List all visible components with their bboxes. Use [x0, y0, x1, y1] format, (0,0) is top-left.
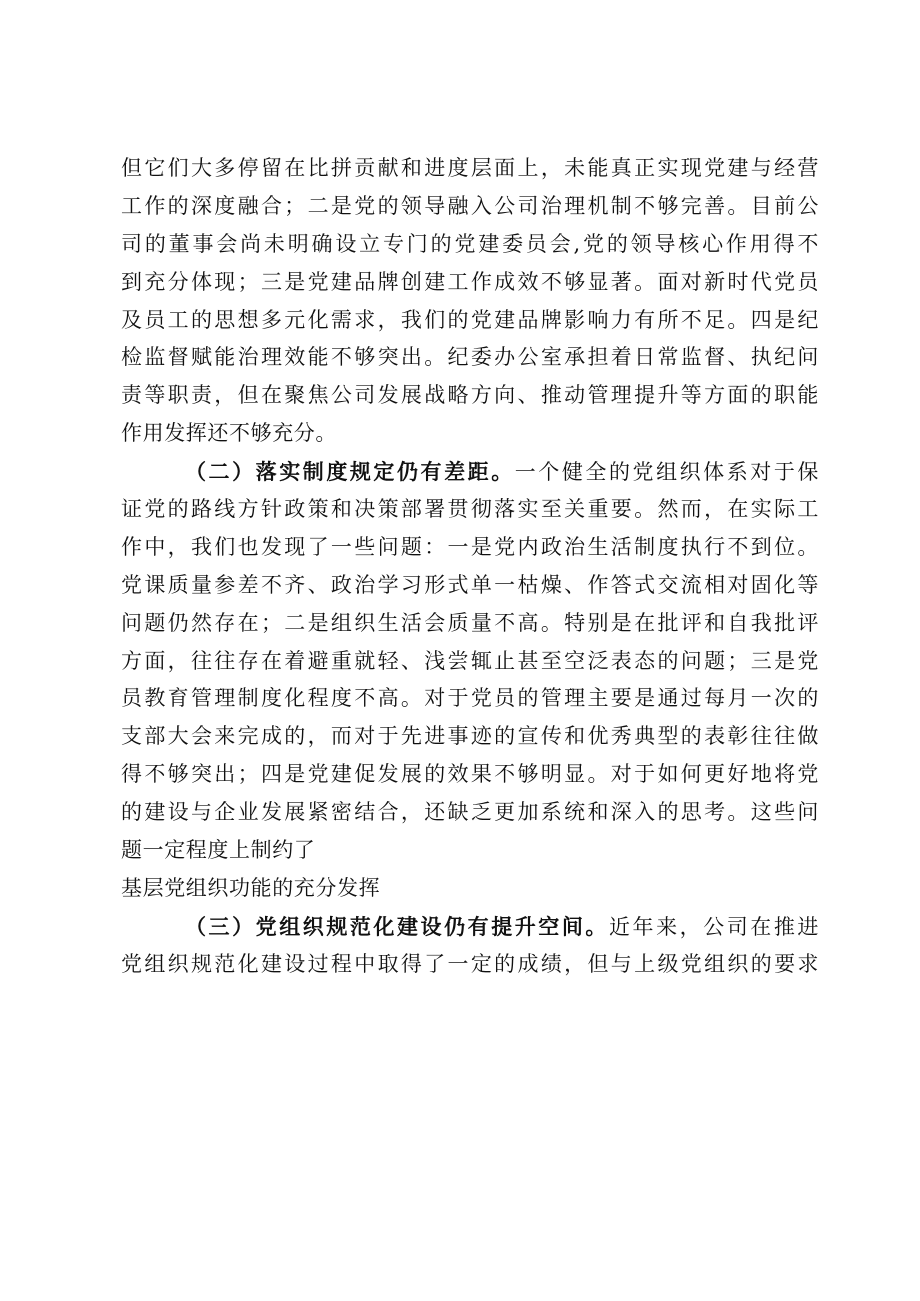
text-line: 及员工的思想多元化需求，我们的党建品牌影响力有所不足。四是纪 [121, 307, 819, 332]
text-line: 的建设与企业发展紧密结合，还缺乏更加系统和深入的思考。这些问 [121, 800, 819, 825]
text-line: 得不够突出；四是党建促发展的效果不够明显。对于如何更好地将党 [121, 762, 819, 787]
text-line: 题一定程度上制约了 [121, 838, 316, 863]
text-line: 党课质量参差不齐、政治学习形式单一枯燥、作答式交流相对固化等 [121, 572, 819, 597]
text-line: 问题仍然存在；二是组织生活会质量不高。特别是在批评和自我批评 [121, 610, 819, 635]
paragraph-first-line [121, 908, 819, 946]
text-line: 支部大会来完成的，而对于先进事迹的宣传和优秀典型的表彰往往做 [121, 724, 819, 749]
text-line: 到充分体现；三是党建品牌创建工作成效不够显著。面对新时代党员 [121, 269, 819, 294]
text-line: 证党的路线方针政策和决策部署贯彻落实至关重要。然而，在实际工 [121, 497, 819, 522]
text-line: 作用发挥还不够充分。 [121, 421, 337, 446]
text-line: 责等职责，但在聚焦公司发展战略方向、推动管理提升等方面的职能 [121, 383, 819, 408]
text-line: 党组织规范化建设过程中取得了一定的成绩，但与上级党组织的要求 [121, 951, 819, 976]
text-line: 检监督赋能治理效能不够突出。纪委办公室承担着日常监督、执纪问 [121, 345, 819, 370]
paragraph-first-line [121, 453, 819, 491]
text-line: 但它们大多停留在比拼贡献和进度层面上，未能真正实现党建与经营 [121, 156, 819, 180]
document-body [121, 150, 819, 984]
section-heading: （三）党组织规范化建设仍有提升空间。 [185, 913, 609, 939]
text-line: 方面，往往存在着避重就轻、浅尝辄止甚至空泛表态的问题；三是党 [121, 648, 819, 673]
text-line: 作中，我们也发现了一些问题：一是党内政治生活制度执行不到位。 [121, 534, 819, 559]
text-line: 基层党组织功能的充分发挥 [121, 875, 381, 900]
text-span: 一个健全的党组织体系对于保 [514, 460, 819, 485]
text-line: 司的董事会尚未明确设立专门的党建委员会,党的领导核心作用得不 [121, 231, 819, 256]
text-line: 员教育管理制度化程度不高。对于党员的管理主要是通过每月一次的 [121, 686, 819, 711]
text-span: 近年来，公司在推进 [608, 914, 819, 939]
section-heading: （二）落实制度规定仍有差距。 [185, 459, 515, 485]
text-line: 工作的深度融合；二是党的领导融入公司治理机制不够完善。目前公 [121, 193, 819, 218]
